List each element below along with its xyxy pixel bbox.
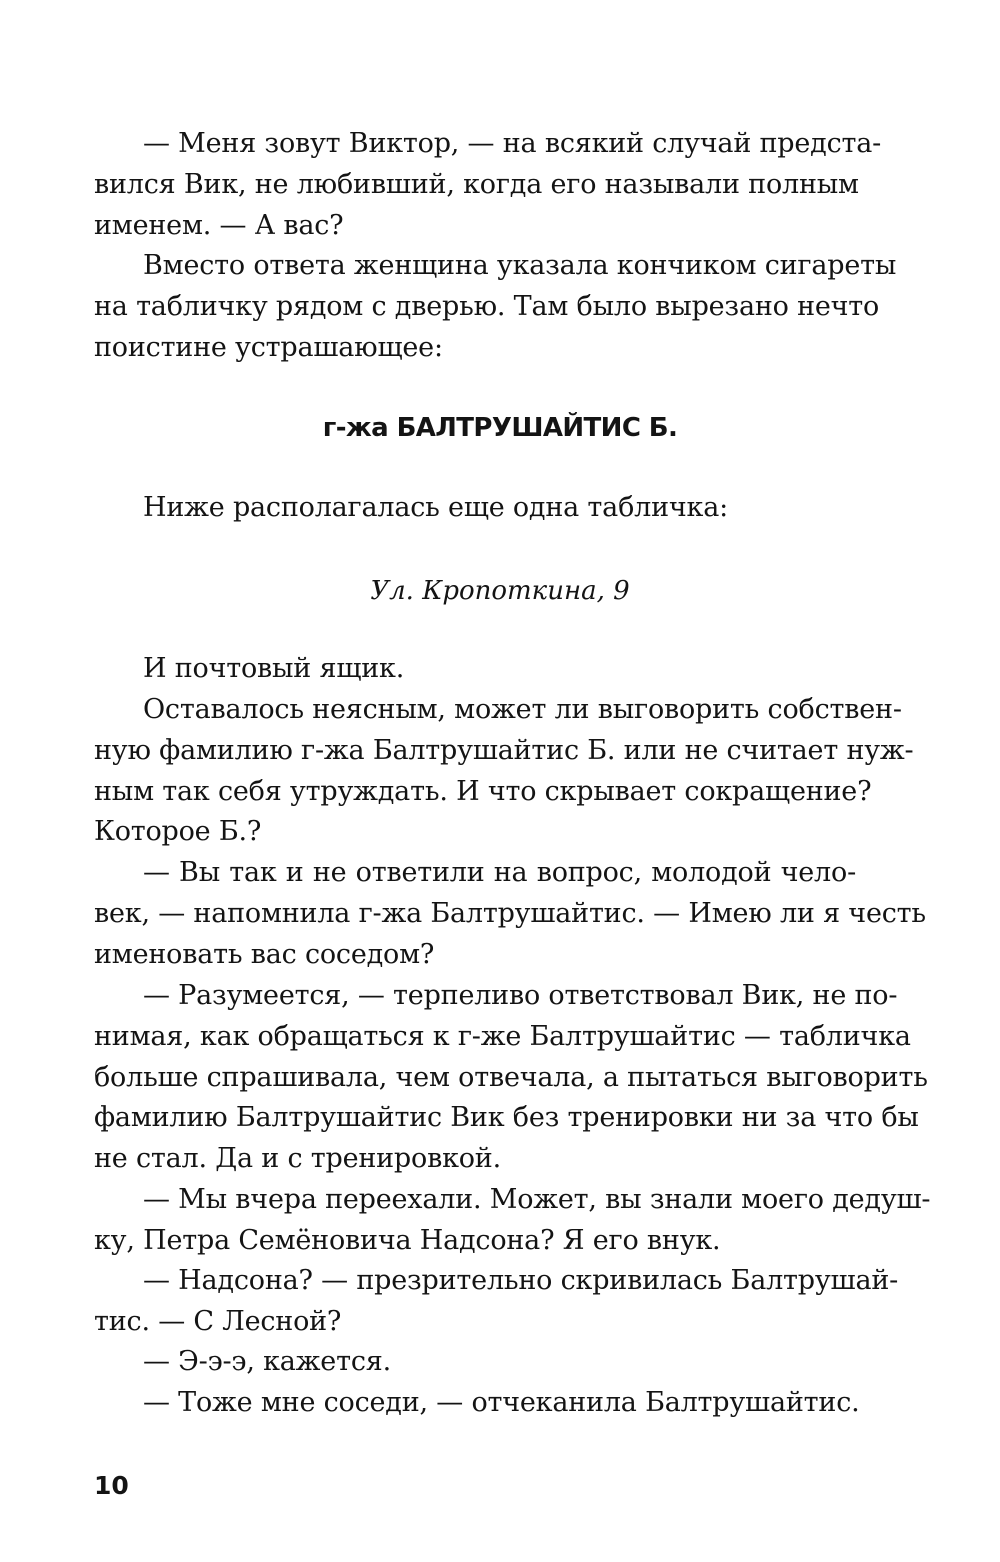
text-line: ную фамилию г-жа Балтрушайтис Б. или не считает нуж-: [94, 734, 914, 766]
text-line: Оставалось неясным, может ли выговорить собствен-: [143, 694, 902, 725]
text-line: ным так себя утруждать. И что скрывает сокращение?: [94, 775, 872, 807]
page-number: 10: [94, 1471, 129, 1500]
sign-name-heading: г-жа БАЛТРУШАЙТИС Б.: [322, 413, 678, 443]
text-line: тис. — С Лесной?: [94, 1305, 342, 1337]
text-line: на табличку рядом с дверью. Там было вырезано нечто: [94, 290, 880, 322]
text-line: не стал. Да и с тренировкой.: [94, 1143, 501, 1175]
sign-address: Ул. Кропоткина, 9: [370, 576, 630, 606]
text-line: И почтовый ящик.: [143, 653, 405, 684]
paragraph: [94, 649, 856, 690]
paragraph: [94, 690, 914, 853]
paragraph: [94, 1180, 931, 1262]
text-line: — Надсона? — презрительно скривилась Балтрушай-: [143, 1265, 899, 1296]
paragraph: [94, 1342, 856, 1383]
text-line: ку, Петра Семёновича Надсона? Я его внук.: [94, 1224, 721, 1256]
paragraph: [94, 853, 926, 975]
paragraph: [94, 1383, 860, 1424]
text-line: поистине устрашающее:: [94, 331, 443, 363]
text-line: — Вы так и не ответили на вопрос, молодой чело-: [143, 857, 856, 888]
text-line: больше спрашивала, чем отвечала, а пытаться выговорить: [94, 1061, 928, 1093]
paragraph: [94, 976, 928, 1180]
text-line: — Э-э-э, кажется.: [143, 1346, 391, 1377]
text-line: именем. — А вас?: [94, 209, 344, 241]
paragraph: [94, 488, 856, 529]
text-line: — Мы вчера переехали. Может, вы знали моего дедуш-: [143, 1184, 931, 1215]
text-line: вился Вик, не любивший, когда его называли полным: [94, 168, 859, 200]
text-line: — Тоже мне соседи, — отчеканила Балтрушайтис.: [143, 1387, 860, 1418]
paragraph: [94, 246, 897, 368]
text-line: Ниже располагалась еще одна табличка:: [143, 492, 728, 523]
text-line: век, — напомнила г-жа Балтрушайтис. — Имею ли я честь: [94, 897, 926, 929]
paragraph: [94, 1261, 899, 1343]
text-line: фамилию Балтрушайтис Вик без тренировки ни за что бы: [94, 1102, 919, 1134]
paragraph: [94, 124, 882, 246]
text-line: — Меня зовут Виктор, — на всякий случай предста-: [143, 128, 882, 159]
text-line: именовать вас соседом?: [94, 938, 435, 970]
text-line: нимая, как обращаться к г-же Балтрушайтис — табличка: [94, 1020, 911, 1052]
text-line: — Разумеется, — терпеливо ответствовал Вик, не по-: [143, 980, 898, 1011]
text-line: Вместо ответа женщина указала кончиком сигареты: [143, 250, 897, 281]
text-line: Которое Б.?: [94, 816, 262, 848]
